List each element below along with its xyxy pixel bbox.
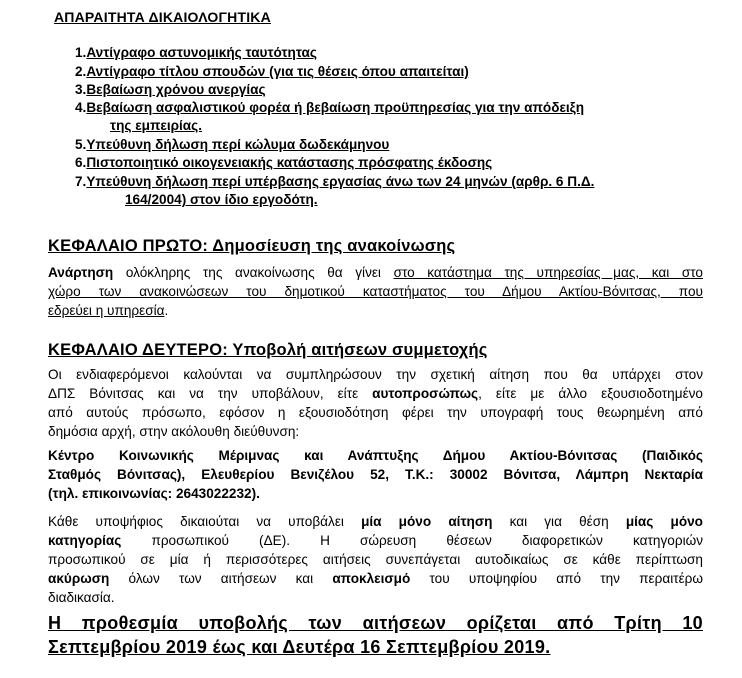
list-item: 2.Αντίγραφο τίτλου σπουδών (για τις θέσεις όπου απαιτείται)	[75, 64, 469, 79]
chapter2-paragraph-1: Οι ενδιαφερόμενοι καλούνται να συμπληρώσουν την σχετική αίτηση που θα υπάρχει στον ΔΠΣ Βόνιτσας και να την υποβάλουν, είτε αυτοπροσώπως, είτε με άλλο εξουσιοδοτημένο από αυτούς πρόσωπο, εφόσον η εξουσιοδότηση φέρει την υπογραφή τους θεωρημένη από δημόσια αρχή, στην ακόλουθη διεύθυνση:	[48, 367, 703, 439]
list-item: 6.Πιστοποιητικό οικογενειακής κατάστασης πρόσφατης έκδοσης	[75, 155, 493, 170]
list-item: 1.Αντίγραφο αστυνομικής ταυτότητας	[75, 45, 317, 60]
required-docs-title: ΑΠΑΡΑΙΤΗΤΑ ΔΙΚΑΙΟΛΟΓΗΤΙΚΑ	[54, 9, 271, 25]
list-item: 5.Υπεύθυνη δήλωση περί κώλυμα δωδεκάμηνου	[75, 137, 390, 152]
list-item-continuation: 164/2004) στον ίδιο εργοδότη.	[125, 192, 318, 207]
address-block: Κέντρο Κοινωνικής Μέριμνας και Ανάπτυξης Δήμου Ακτίου-Βόνιτσας (Παιδικός Σταθμός Βόνιτσας), Ελευθερίου Βενιζέλου 52, Τ.Κ.: 30002 Βόνιτσα, Λάμπρη Νεκταρία (τηλ. επικοινωνίας: 2643022232).	[48, 448, 703, 501]
chapter1-paragraph: Ανάρτηση ολόκληρης της ανακοίνωσης θα γίνει στο κατάστημα της υπηρεσίας μας, και στο χώρο των ανακοινώσεων του δημοτικού καταστήματος του Δήμου Ακτίου-Βόνιτσας, που εδρεύει η υπηρεσία.	[48, 265, 703, 318]
list-item: 7.Υπεύθυνη δήλωση περί υπέρβασης εργασίας άνω των 24 μηνών (αρθρ. 6 Π.Δ.	[75, 174, 595, 189]
chapter2-paragraph-3: Κάθε υποψήφιος δικαιούται να υποβάλει μία μόνο αίτηση και για θέση μίας μόνο κατηγορίας προσωπικού (ΔΕ). Η σώρευση θέσεων διαφορετικών κατηγοριών προσωπικού σε μία ή περισσότερες αιτήσεις συνεπάγεται αυτοδικαίως σε κάθε περίπτωση ακύρωση όλων των αιτήσεων και αποκλεισμό του υποψηφίου από την περαιτέρω διαδικασία.	[48, 514, 703, 605]
chapter2-heading: ΚΕΦΑΛΑΙΟ ΔΕΥΤΕΡΟ: Υποβολή αιτήσεων συμμετοχής	[48, 341, 488, 359]
list-item: 3.Βεβαίωση χρόνου ανεργίας	[75, 82, 266, 97]
deadline-notice: Η προθεσμία υποβολής των αιτήσεων ορίζεται από Τρίτη 10 Σεπτεμβρίου 2019 έως και Δευτέρα 16 Σεπτεμβρίου 2019.	[48, 613, 703, 657]
list-item: 4.Βεβαίωση ασφαλιστικού φορέα ή βεβαίωση προϋπηρεσίας για την απόδειξη	[75, 100, 585, 115]
chapter1-heading: ΚΕΦΑΛΑΙΟ ΠΡΩΤΟ: Δημοσίευση της ανακοίνωσης	[48, 237, 456, 255]
list-item-continuation: της εμπειρίας.	[110, 118, 203, 133]
